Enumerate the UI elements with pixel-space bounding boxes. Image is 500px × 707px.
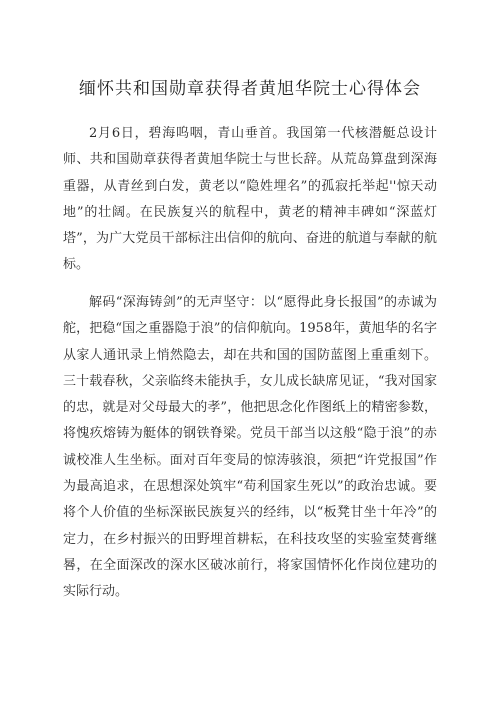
paragraph-1: 2月6日，碧海呜咽，青山垂首。我国第一代核潜艇总设计师、共和国勋章获得者黄旭华院士与世长辞。从荒岛算盘到深海重器，从青丝到白发，黄老以“隐姓埋名”的孤寂托举起''惊天动地”的壮阔。在民族复兴的航程中，黄老的精神丰碑如“深蓝灯塔”，为广大党员干部标注出信仰的航向、奋进的航道与奉献的航标。 [63,126,437,273]
page-title: 缅怀共和国勋章获得者黄旭华院士心得体会 [79,79,421,99]
paragraph-2: 解码“深海铸剑”的无声坚守：以“愿得此身长报国”的赤诚为舵，把稳“国之重器隐于浪”的信仰航向。1958年，黄旭华的名字从家人通讯录上悄然隐去，却在共和国的国防蓝图上重重刻下。三十载春秋，父亲临终未能执手，女儿成长缺席见证，“我对国家的忠，就是对父母最大的孝”，他把思念化作图纸上的精密参数，将愧疚熔铸为艇体的钢铁脊梁。党员干部当以这般“隐于浪”的赤诚校准人生坐标。面对百年变局的惊涛骇浪，须把“许党报国”作为最高追求，在思想深处筑牢“苟利国家生死以”的政治忠诚。要将个人价值的坐标深嵌民族复兴的经纬，以“板凳甘坐十年冷”的定力，在乡村振兴的田野埋首耕耘，在科技攻坚的实验室焚膏继晷，在全面深改的深水区破冰前行，将家国情怀化作岗位建功的实际行动。 [63,295,437,600]
